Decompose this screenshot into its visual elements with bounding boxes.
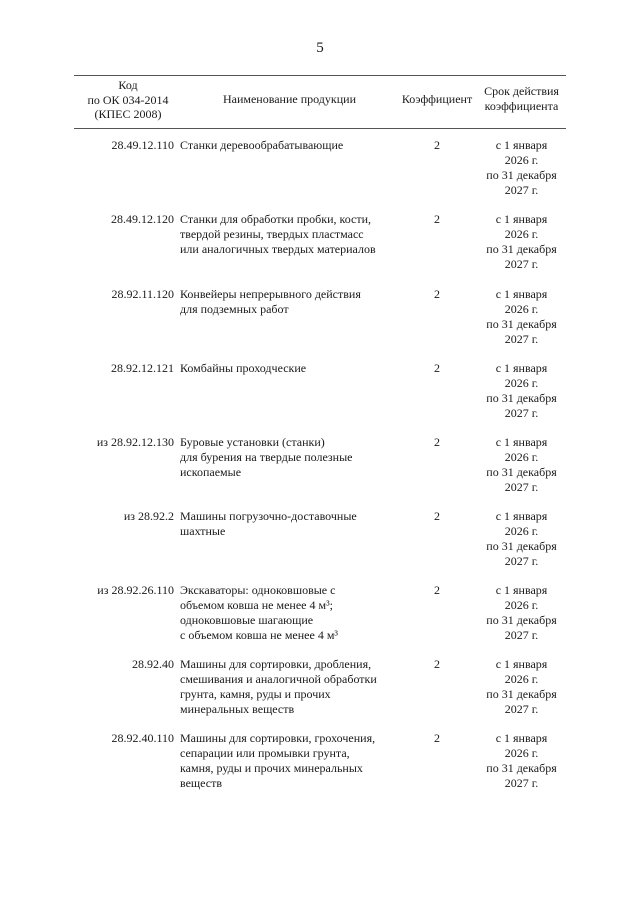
row-coefficient: 2 (434, 731, 440, 745)
row-term-line: с 1 января (495, 138, 548, 152)
row-term-line: 2027 г. (504, 554, 539, 568)
row-name (180, 657, 405, 717)
header-term (477, 84, 566, 113)
header-term-line: Срок действия (484, 84, 559, 98)
row-name (180, 435, 405, 480)
row-name-line: для бурения на твердые полезные (180, 450, 353, 464)
row-code: 28.49.12.120 (111, 212, 174, 226)
row-term-line: 2026 г. (504, 450, 539, 464)
row-term-line: 2026 г. (504, 153, 539, 167)
row-term-line: с 1 января (495, 657, 548, 671)
row-code: из 28.92.12.130 (96, 435, 174, 449)
row-code: 28.92.40 (132, 657, 174, 671)
row-term (477, 212, 566, 272)
row-term-line: 2027 г. (504, 776, 539, 790)
row-name-line: твердой резины, твердых пластмасс (180, 227, 364, 241)
row-term-line: с 1 января (495, 361, 548, 375)
row-name (180, 509, 405, 539)
row-term-line: 2026 г. (504, 598, 539, 612)
row-term (477, 361, 566, 421)
row-name-line: одноковшовые шагающие (180, 613, 314, 627)
row-term-line: по 31 декабря (486, 539, 557, 553)
table-header-top-rule (74, 75, 566, 76)
row-name-line: объемом ковша не менее 4 м³; (180, 598, 334, 612)
row-name-line: камня, руды и прочих минеральных (180, 761, 363, 775)
row-term-line: 2027 г. (504, 480, 539, 494)
row-name-line: Буровые установки (станки) (180, 435, 325, 449)
header-code-line: (КПЕС 2008) (94, 107, 162, 121)
row-name-line: веществ (180, 776, 223, 790)
row-coefficient: 2 (434, 361, 440, 375)
row-name-line: Машины для сортировки, грохочения, (180, 731, 376, 745)
row-term-line: 2027 г. (504, 257, 539, 271)
row-term-line: 2026 г. (504, 524, 539, 538)
row-term (477, 657, 566, 717)
row-term-line: по 31 декабря (486, 687, 557, 701)
row-term-line: по 31 декабря (486, 613, 557, 627)
row-name-line: или аналогичных твердых материалов (180, 242, 376, 256)
row-code: 28.92.12.121 (111, 361, 174, 375)
row-term-line: 2026 г. (504, 746, 539, 760)
header-code-line: Код (118, 78, 138, 92)
row-coefficient: 2 (434, 212, 440, 226)
row-term-line: 2027 г. (504, 628, 539, 642)
row-name-line: смешивания и аналогичной обработки (180, 672, 377, 686)
header-term-line: коэффициента (484, 98, 559, 113)
row-term-line: с 1 января (495, 212, 548, 226)
page-number: 5 (316, 40, 324, 56)
row-term-line: 2027 г. (504, 183, 539, 197)
row-name-line: шахтные (180, 524, 226, 538)
table-header-bottom-rule (74, 128, 566, 129)
row-coefficient: 2 (434, 657, 440, 671)
row-name-line: Конвейеры непрерывного действия (180, 287, 361, 301)
row-name-line: ископаемые (180, 465, 242, 479)
row-coefficient: 2 (434, 509, 440, 523)
row-name (180, 138, 405, 153)
row-term-line: по 31 декабря (486, 168, 557, 182)
row-name-line: Машины погрузочно-доставочные (180, 509, 357, 523)
row-term-line: с 1 января (495, 731, 548, 745)
row-term-line: 2027 г. (504, 702, 539, 716)
row-name-line: грунта, камня, руды и прочих (180, 687, 331, 701)
row-code: из 28.92.2 (123, 509, 174, 523)
row-coefficient: 2 (434, 435, 440, 449)
row-coefficient: 2 (434, 583, 440, 597)
row-name (180, 583, 405, 643)
row-term-line: с 1 января (495, 435, 548, 449)
row-term-line: с 1 января (495, 287, 548, 301)
header-code (74, 78, 182, 122)
row-term (477, 287, 566, 347)
row-name (180, 287, 405, 317)
row-term-line: 2026 г. (504, 376, 539, 390)
row-name-line: минеральных веществ (180, 702, 295, 716)
header-name: Наименование продукции (222, 92, 357, 106)
row-name-line: Комбайны проходческие (180, 361, 307, 375)
row-name-line: Станки деревообрабатывающие (180, 138, 344, 152)
row-term-line: по 31 декабря (486, 465, 557, 479)
row-term-line: 2026 г. (504, 672, 539, 686)
row-code: 28.92.11.120 (111, 287, 174, 301)
row-code: 28.92.40.110 (111, 731, 174, 745)
row-term-line: 2027 г. (504, 332, 539, 346)
row-term-line: с 1 января (495, 509, 548, 523)
row-term-line: по 31 декабря (486, 242, 557, 256)
row-term-line: по 31 декабря (486, 317, 557, 331)
row-name-line: Экскаваторы: одноковшовые с (180, 583, 336, 597)
header-coefficient: Коэффициент (401, 92, 473, 106)
row-name-line: Станки для обработки пробки, кости, (180, 212, 372, 226)
row-term-line: 2026 г. (504, 227, 539, 241)
row-code: из 28.92.26.110 (97, 583, 174, 597)
row-term (477, 509, 566, 569)
row-name-line: с объемом ковша не менее 4 м³ (180, 628, 339, 642)
row-name-line: сепарации или промывки грунта, (180, 746, 350, 760)
row-name (180, 361, 405, 376)
row-term (477, 583, 566, 643)
row-name-line: для подземных работ (180, 302, 289, 316)
row-coefficient: 2 (434, 138, 440, 152)
header-code-line: по ОК 034-2014 (87, 92, 169, 107)
row-name (180, 731, 405, 791)
row-name (180, 212, 405, 257)
row-name-line: Машины для сортировки, дробления, (180, 657, 372, 671)
row-term-line: 2026 г. (504, 302, 539, 316)
row-term-line: по 31 декабря (486, 391, 557, 405)
row-term-line: по 31 декабря (486, 761, 557, 775)
row-term-line: 2027 г. (504, 406, 539, 420)
row-term (477, 138, 566, 198)
row-term (477, 435, 566, 495)
row-term-line: с 1 января (495, 583, 548, 597)
row-term (477, 731, 566, 791)
row-code: 28.49.12.110 (111, 138, 174, 152)
row-coefficient: 2 (434, 287, 440, 301)
